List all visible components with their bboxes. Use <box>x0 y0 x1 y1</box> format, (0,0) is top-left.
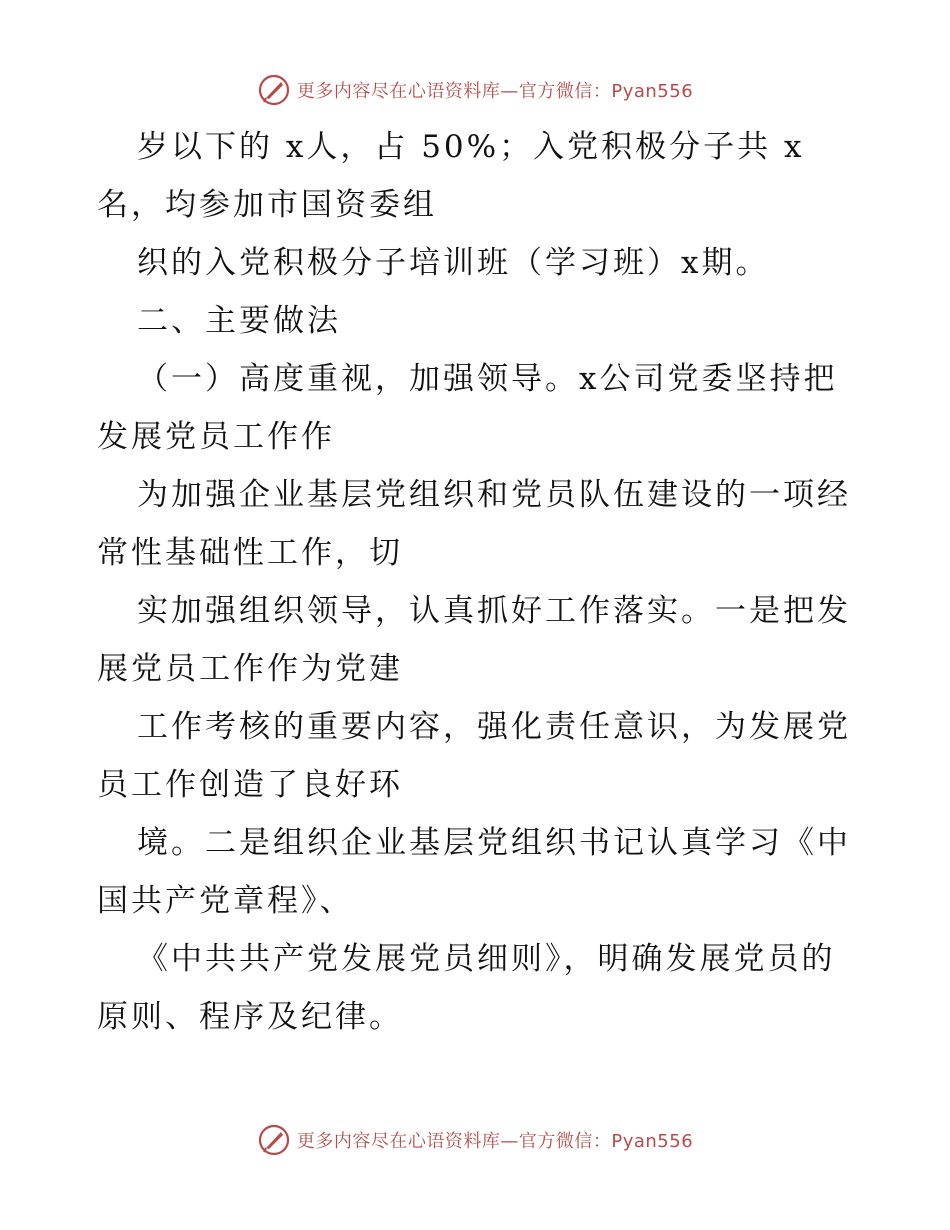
text-line: 为加强企业基层党组织和党员队伍建设的一项经 <box>137 477 851 513</box>
text-line: 工作考核的重要内容，强化责任意识，为发展党 <box>137 709 851 745</box>
text-line: 二、主要做法 <box>137 303 341 339</box>
watermark-text: 更多内容尽在心语资料库—官方微信：Pyan556 <box>296 81 694 102</box>
paragraph <box>97 350 857 466</box>
paragraph <box>97 582 857 698</box>
watermark-banner-bottom <box>0 1120 950 1160</box>
quill-pen-circle-icon <box>257 1123 291 1157</box>
text-line: 名，均参加市国资委组 <box>97 187 437 223</box>
quill-pen-circle-icon <box>257 73 291 107</box>
paragraph <box>97 698 857 814</box>
paragraph <box>97 930 857 1046</box>
paragraph <box>97 118 857 234</box>
section-heading <box>97 292 857 350</box>
watermark-text: 更多内容尽在心语资料库—官方微信：Pyan556 <box>296 1131 694 1152</box>
text-line: （一）高度重视，加强领导。x公司党委坚持把 <box>137 361 838 397</box>
watermark-banner-top <box>0 70 950 110</box>
text-line: 展党员工作作为党建 <box>97 651 403 687</box>
text-line: 常性基础性工作，切 <box>97 535 403 571</box>
paragraph <box>97 466 857 582</box>
text-line: 《中共共产党发展党员细则》，明确发展党员的 <box>137 941 836 977</box>
text-line: 岁以下的 x人，占 50%；入党积极分子共 x <box>137 129 805 165</box>
text-line: 员工作创造了良好环 <box>97 767 403 803</box>
text-line: 发展党员工作作 <box>97 419 335 455</box>
paragraph <box>97 814 857 930</box>
text-line: 国共产党章程》、 <box>97 883 354 919</box>
paragraph <box>97 234 857 292</box>
text-line: 织的入党积极分子培训班（学习班）x期。 <box>137 245 770 281</box>
text-line: 实加强组织领导，认真抓好工作落实。一是把发 <box>137 593 851 629</box>
text-line: 境。二是组织企业基层党组织书记认真学习《中 <box>137 825 851 861</box>
document-body <box>97 118 857 1046</box>
text-line: 原则、程序及纪律。 <box>97 999 403 1035</box>
